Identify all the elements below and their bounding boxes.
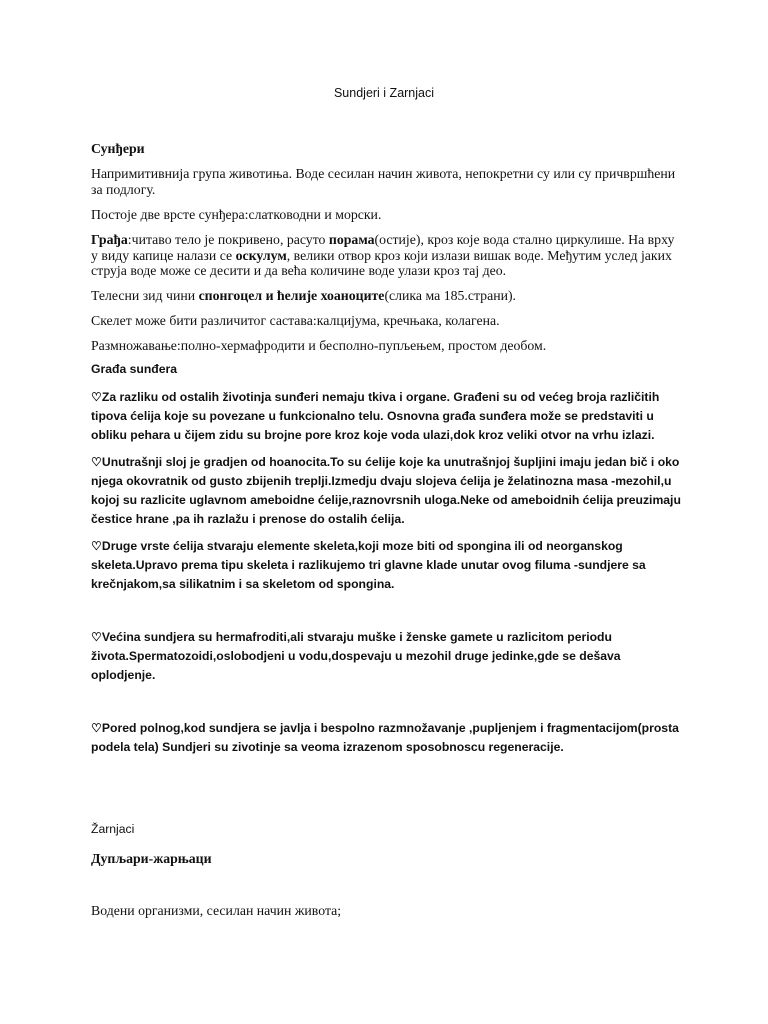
bold-term: порама (328, 232, 375, 247)
paragraph: Постоје две врсте сунђера:слатководни и морски. (91, 207, 382, 222)
paragraph: Водени организми, сесилан начин живота; (91, 903, 342, 918)
text-run: :читаво тело је покривено, расуто (127, 232, 329, 247)
section-heading-dupljari: Дупљари-жарњаци (91, 851, 212, 866)
text-run: (остије), кроз које вода стално циркулише. На врху у виду капице налази се (91, 232, 675, 263)
section-label-zarnjaci: Žarnjaci (91, 822, 135, 836)
text-run: (слика ма 185.страни). (384, 288, 516, 303)
paragraph: Скелет може бити различитог састава:калцијума, кречњака, колагена. (91, 313, 500, 328)
bullet-paragraph: ♡Unutrašnji sloj je gradjen od hoanocita.To su ćelije koje ka unutrašnjoj šupljini imaju jedan bič i oko njega okovratnik od gusto zbijenih treplji.Izmedju dvaju slojeva ćelija je želatinozna masa -mezohil,u kojoj su razlicite uglavnom ameboidne ćelije,raznovrsnih uloga.Neke od ameboidnih ćelija preuzimaju čestice hrane ,pa ih razlažu i prenose do ostalih ćelija. (91, 455, 681, 526)
text-run: Телесни зид чини (91, 288, 199, 303)
bullet-paragraph: ♡Druge vrste ćelija stvaraju elemente skeleta,koji moze biti od spongina ili od neorganskog skeleta.Upravo prema tipu skeleta i razlikujemo tri glavne klade unutar ovog filuma -sundjere sa krečnjakom,sa silikatnim i sa skeletom od spongina. (91, 539, 646, 591)
bullet-paragraph: ♡Pored polnog,kod sundjera se javlja i bespolno razmnožavanje ,pupljenjem i fragmentacijom(prosta podela tela) Sundjeri su zivotinje sa veoma izrazenom sposobnoscu regeneracije. (91, 721, 679, 754)
section-heading-sunderi: Сунђери (91, 141, 145, 156)
paragraph-body-wall (91, 288, 681, 304)
bold-term: Грађа (91, 232, 128, 247)
section-heading-grada: Građa sunđera (91, 362, 178, 376)
paragraph: Размножавање:полно-хермафродити и бесполно-пупљењем, простом деобом. (91, 338, 547, 353)
bold-term: спонгоцел и ћелије хоаноците (198, 288, 385, 303)
document-title: Sundjeri i Zarnjaci (333, 86, 435, 100)
bullet-paragraph: ♡Većina sundjera su hermafroditi,ali stvaraju muške i ženske gamete u razlicitom periodu života.Spermatozoidi,oslobodjeni u vodu,dospevaju u mezohil druge jedinke,gde se dešava oplodjenje. (91, 630, 621, 682)
paragraph: Напримитивнија група животиња. Воде сесилан начин живота, непокретни су или су причвршћени за подлогу. (91, 166, 676, 197)
bold-term: оскулум (235, 247, 287, 263)
text-run: , велики отвор кроз који излази вишак воде. Међутим услед јаких струја воде може се десити и да већа количине воде улази кроз тај део. (91, 247, 672, 278)
bullet-paragraph: ♡Za razliku od ostalih životinja sunđeri nemaju tkiva i organe. Građeni su od većeg broja različitih tipova ćelija koje su povezane u funkcionalno telu. Osnovna građa sunđera može se predstaviti u obliku pehara u čijem zidu su brojne pore kroz koje voda ulazi,dok kroz veliki otvor na vrhu izlazi. (91, 390, 660, 442)
paragraph-structure (91, 232, 681, 279)
